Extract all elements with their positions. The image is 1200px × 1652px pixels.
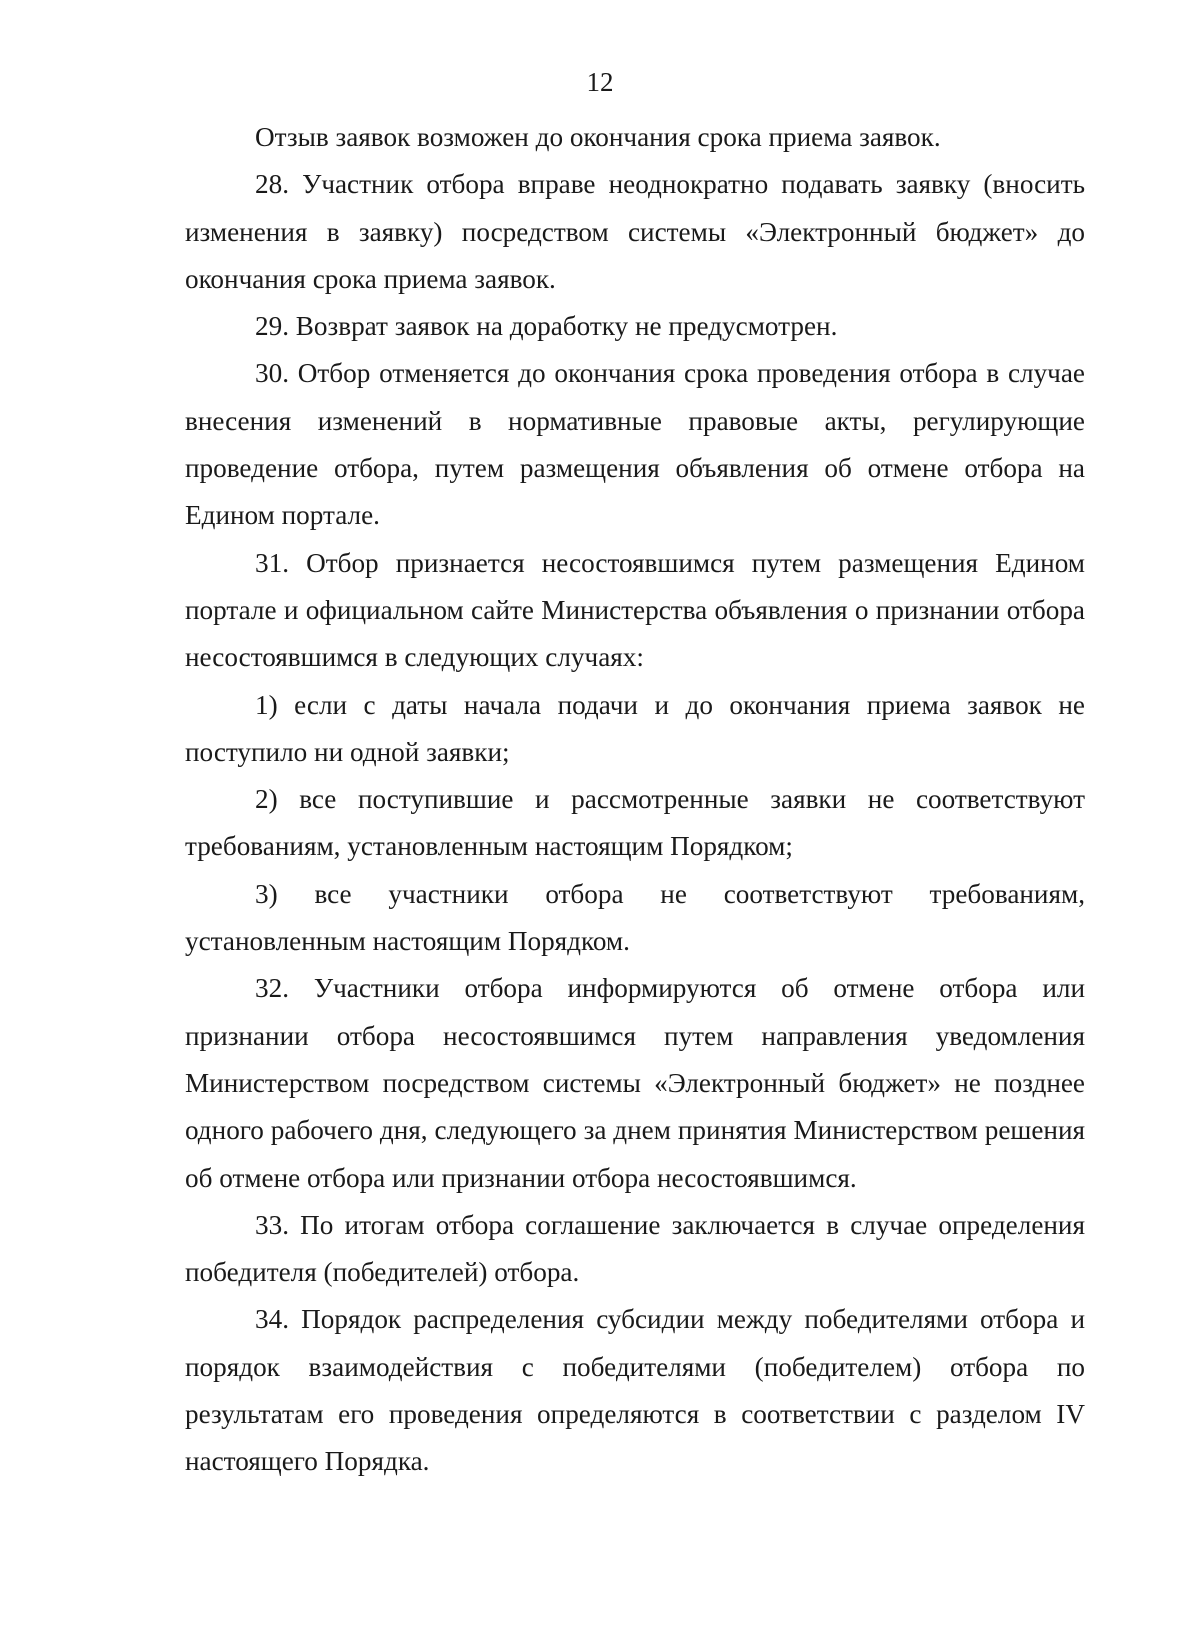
- paragraph-31-item-1: 1) если с даты начала подачи и до окончания приема заявок не поступило ни одной заявки;: [185, 689, 1085, 767]
- document-body: [185, 114, 1085, 1486]
- paragraph-withdrawal: Отзыв заявок возможен до окончания срока приема заявок.: [255, 122, 941, 152]
- paragraph-31-item-2: 2) все поступившие и рассмотренные заявки не соответствуют требованиям, установленным настоящим Порядком;: [185, 784, 1085, 862]
- paragraph-32: 32. Участники отбора информируются об отмене отбора или признании отбора несостоявшимся путем направления уведомления Министерством посредством системы «Электронный бюджет» не позднее одного рабочего дня, следующего за днем принятия Министерством решения об отмене отбора или признании отбора несостоявшимся.: [185, 973, 1085, 1193]
- paragraph-33: 33. По итогам отбора соглашение заключается в случае определения победителя (победителей) отбора.: [185, 1209, 1085, 1288]
- paragraph-31: 31. Отбор признается несостоявшимся путем размещения Едином портале и официальном сайте Министерства объявления о признании отбора несостоявшимся в следующих случаях:: [185, 547, 1085, 673]
- paragraph-29: 29. Возврат заявок на доработку не предусмотрен.: [255, 311, 838, 342]
- paragraph-30: 30. Отбор отменяется до окончания срока проведения отбора в случае внесения изменений в нормативные правовые акты, регулирующие проведение отбора, путем размещения объявления об отмене отбора на Едином портале.: [185, 358, 1085, 531]
- paragraph-28: 28. Участник отбора вправе неоднократно подавать заявку (вносить изменения в заявку) посредством системы «Электронный бюджет» до окончания срока приема заявок.: [185, 169, 1085, 294]
- page-number: 12: [586, 67, 614, 97]
- paragraph-34: 34. Порядок распределения субсидии между победителями отбора и порядок взаимодействия с победителями (победителем) отбора по результатам его проведения определяются в соответствии с разделом IV настоящего Порядка.: [185, 1304, 1085, 1477]
- paragraph-31-item-3: 3) все участники отбора не соответствуют требованиям, установленным настоящим Порядком.: [185, 878, 1085, 957]
